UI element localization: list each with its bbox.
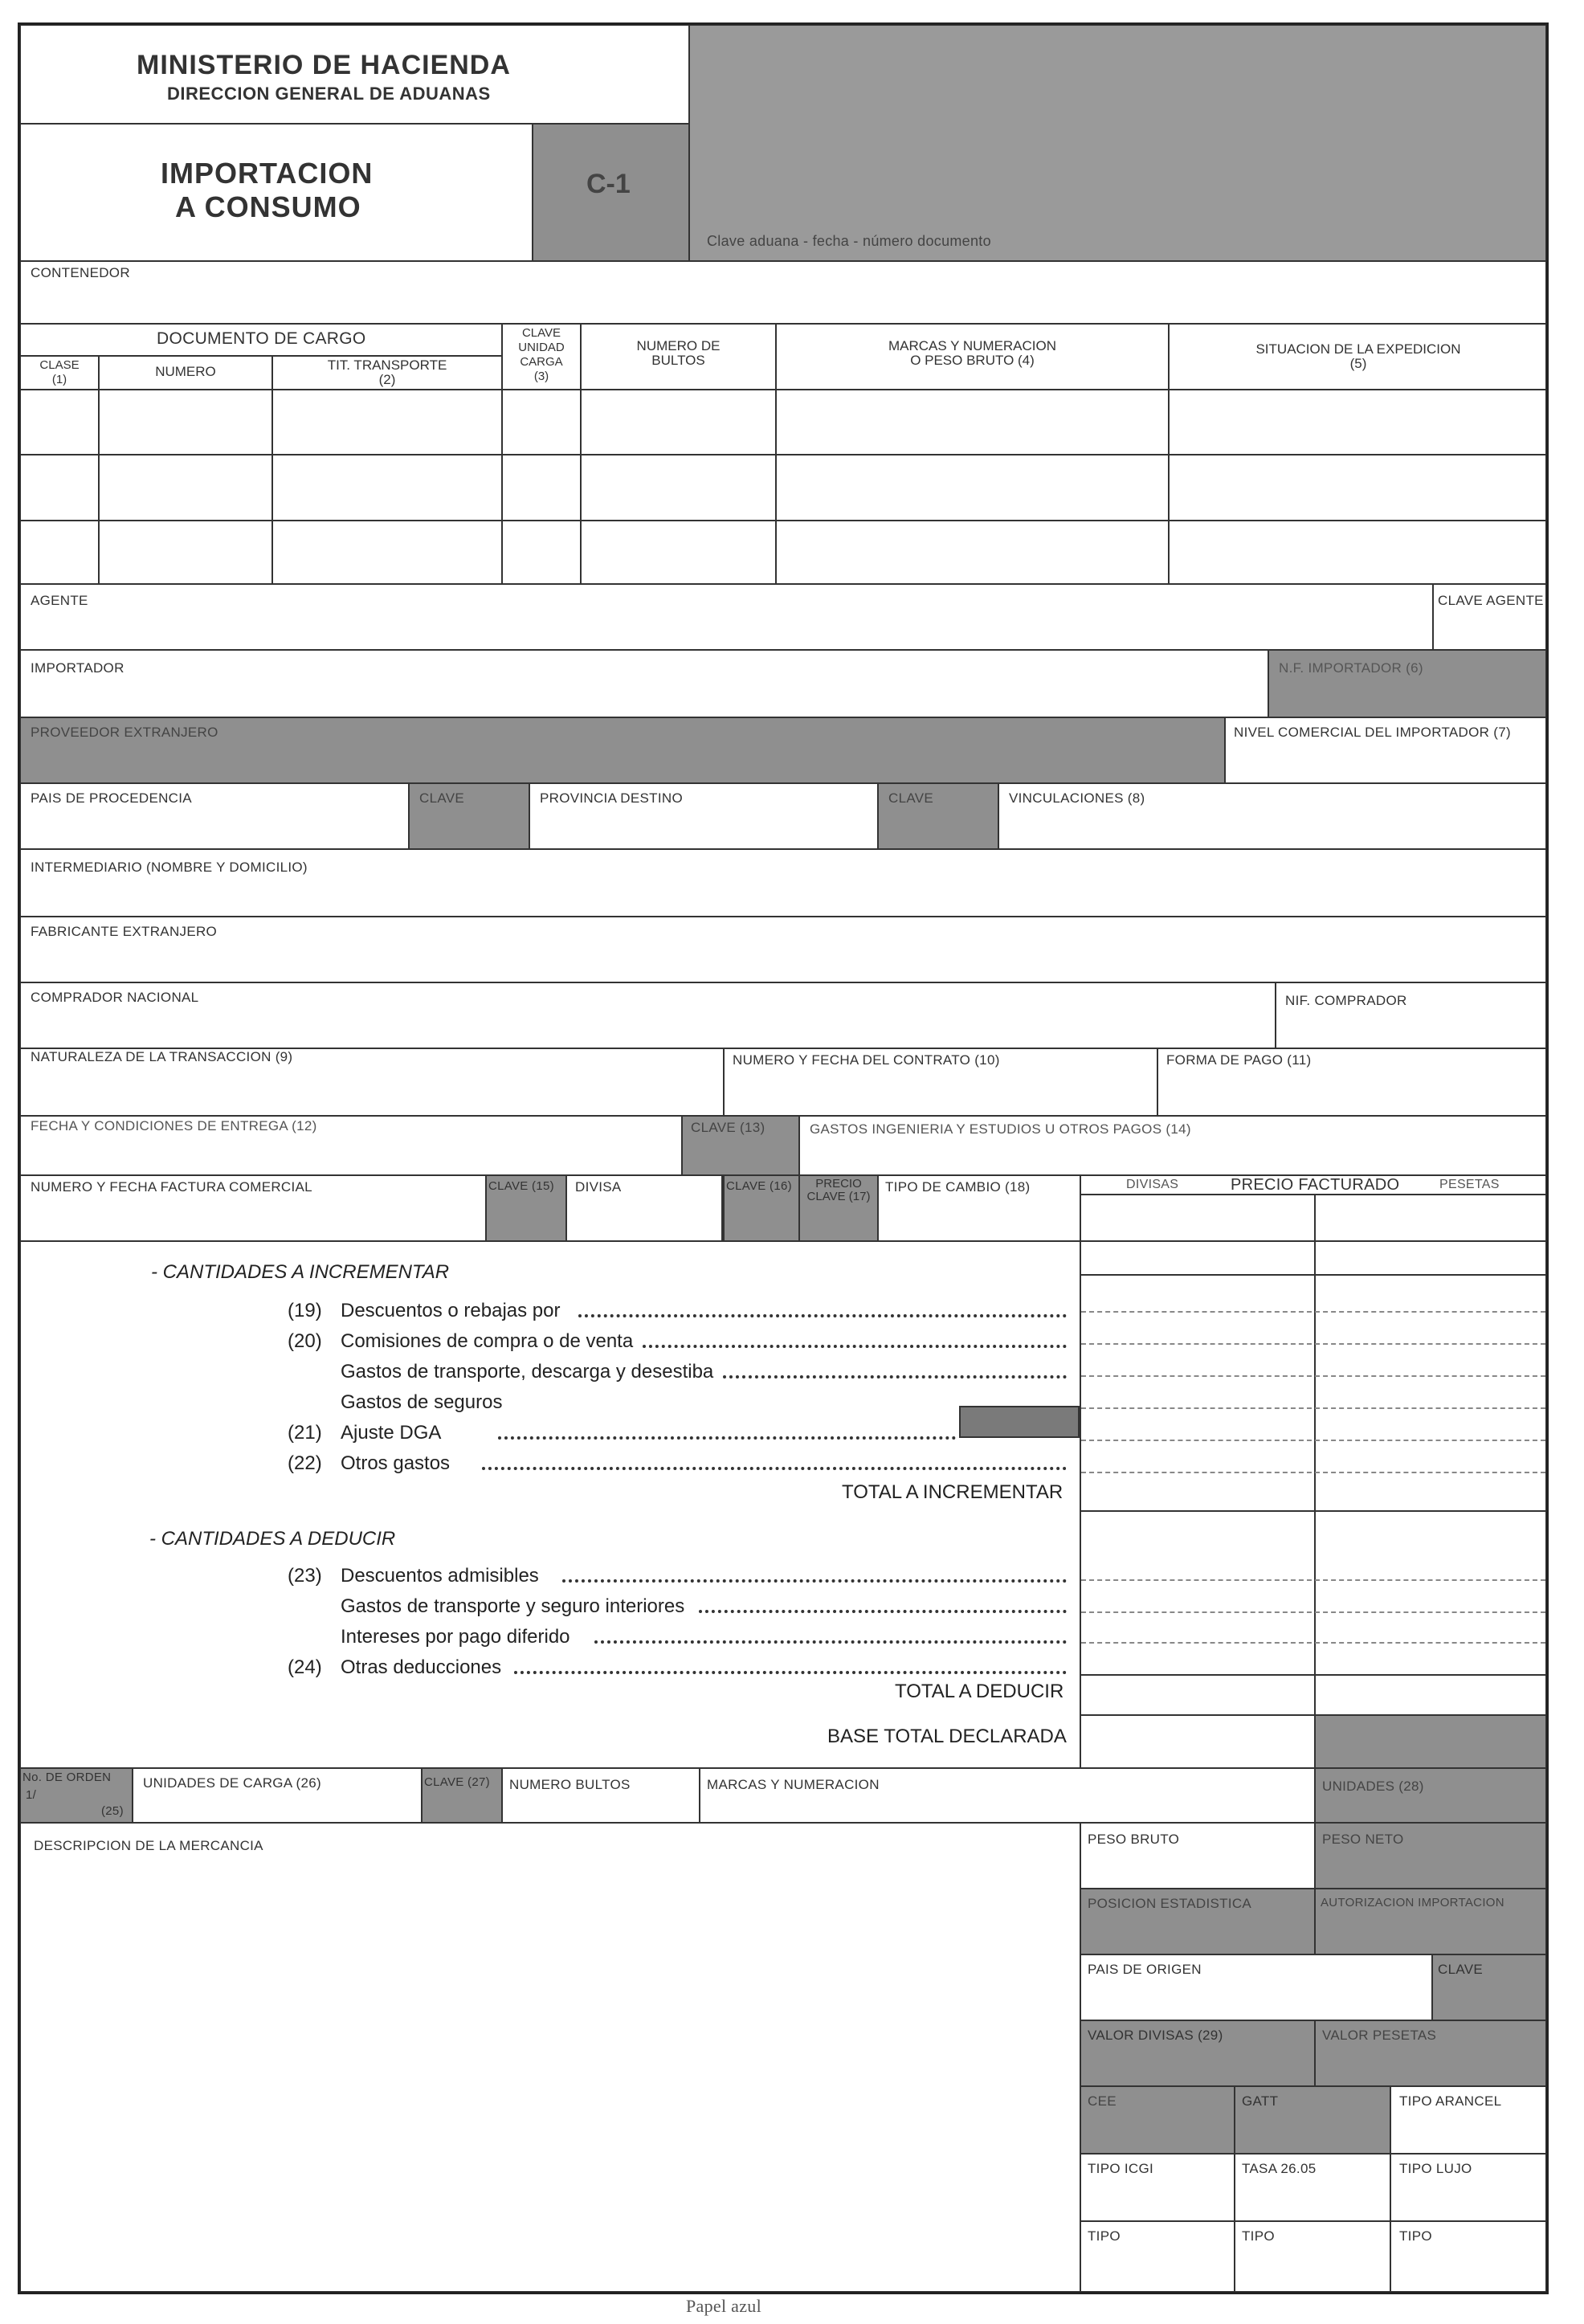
clave-agente-label: CLAVE AGENTE xyxy=(1438,593,1544,608)
form-title-line1: IMPORTACION xyxy=(161,157,374,190)
fecha-condiciones-label: FECHA Y CONDICIONES DE ENTREGA (12) xyxy=(31,1118,317,1133)
importador-label: IMPORTADOR xyxy=(31,660,125,676)
tipo-icgi-label: TIPO ICGI xyxy=(1088,2161,1154,2176)
clave-16-label: CLAVE (16) xyxy=(726,1179,792,1193)
agente-label: AGENTE xyxy=(31,593,88,608)
comprador-label: COMPRADOR NACIONAL xyxy=(31,990,199,1005)
deducir-heading: - CANTIDADES A DEDUCIR xyxy=(149,1528,396,1550)
posicion-estadistica-label: POSICION ESTADISTICA xyxy=(1088,1896,1252,1911)
numero-bultos-label: NUMERO BULTOS xyxy=(509,1777,631,1792)
autorizacion-label: AUTORIZACION IMPORTACION xyxy=(1321,1896,1504,1909)
form-code: C-1 xyxy=(586,169,631,199)
tipo-label-3: TIPO xyxy=(1399,2228,1432,2244)
gastos-ingenieria-label: GASTOS INGENIERIA Y ESTUDIOS U OTROS PAGOS (14) xyxy=(810,1121,1191,1137)
peso-bruto-label: PESO BRUTO xyxy=(1088,1832,1180,1847)
numero-bultos-header: NUMERO DE BULTOS xyxy=(636,338,721,368)
fabricante-label: FABRICANTE EXTRANJERO xyxy=(31,924,218,939)
contrato-label: NUMERO Y FECHA DEL CONTRATO (10) xyxy=(733,1052,1000,1068)
ded-label-intereses: Intereses por pago diferido xyxy=(341,1626,570,1648)
precio-clave-label: PRECIO CLAVE (17) xyxy=(806,1177,871,1203)
marcas-header: MARCAS Y NUMERACION O PESO BRUTO (4) xyxy=(888,338,1057,368)
paper-note: Papel azul xyxy=(686,2296,762,2316)
tipo-cambio-label: TIPO DE CAMBIO (18) xyxy=(885,1179,1031,1195)
numero-factura-label: NUMERO Y FECHA FACTURA COMERCIAL xyxy=(31,1179,312,1195)
descripcion-label: DESCRIPCION DE LA MERCANCIA xyxy=(34,1838,263,1853)
ded-num-23: (23) xyxy=(288,1565,322,1587)
gatt-label: GATT xyxy=(1242,2093,1279,2109)
inc-num-21: (21) xyxy=(288,1422,322,1444)
directorate-name: DIRECCION GENERAL DE ADUANAS xyxy=(167,84,491,104)
cee-label: CEE xyxy=(1088,2093,1117,2109)
base-total-declarada: BASE TOTAL DECLARADA xyxy=(827,1726,1067,1747)
nif-comprador-label: NIF. COMPRADOR xyxy=(1285,993,1407,1008)
orden-num: (25) xyxy=(101,1804,124,1818)
contenedor-label: CONTENEDOR xyxy=(31,265,130,280)
total-incrementar: TOTAL A INCREMENTAR xyxy=(842,1481,1063,1503)
tipo-label-2: TIPO xyxy=(1242,2228,1275,2244)
marcas-numeracion-label: MARCAS Y NUMERACION xyxy=(707,1777,880,1792)
total-deducir: TOTAL A DEDUCIR xyxy=(895,1681,1064,1702)
nif-importador-label: N.F. IMPORTADOR (6) xyxy=(1279,660,1423,676)
pais-origen-label: PAIS DE ORIGEN xyxy=(1088,1962,1202,1977)
ministry-name: MINISTERIO DE HACIENDA xyxy=(137,50,511,80)
orden-value: 1/ xyxy=(26,1788,37,1802)
pais-origen-clave-label: CLAVE xyxy=(1438,1962,1483,1977)
tasa-label: TASA 26.05 xyxy=(1242,2161,1317,2176)
ded-label-23: Descuentos admisibles xyxy=(341,1565,539,1587)
clave-27-label: CLAVE (27) xyxy=(424,1775,490,1789)
form-frame xyxy=(18,22,1549,2294)
provincia-destino-label: PROVINCIA DESTINO xyxy=(540,790,683,806)
unidades-28-label: UNIDADES (28) xyxy=(1322,1779,1424,1794)
clase-header: CLASE (1) xyxy=(39,358,80,386)
clave-unidad-carga-header: CLAVE UNIDAD CARGA (3) xyxy=(518,326,565,383)
form-title-line2: A CONSUMO xyxy=(175,190,361,223)
divisa-label: DIVISA xyxy=(575,1179,622,1195)
naturaleza-label: NATURALEZA DE LA TRANSACCION (9) xyxy=(31,1049,293,1064)
ded-label-24: Otras deducciones xyxy=(341,1656,502,1678)
incrementar-heading: - CANTIDADES A INCREMENTAR xyxy=(151,1261,450,1283)
peso-neto-label: PESO NETO xyxy=(1322,1832,1404,1847)
clave-15-label: CLAVE (15) xyxy=(488,1179,554,1193)
inc-label-21: Ajuste DGA xyxy=(341,1422,442,1444)
forma-pago-label: FORMA DE PAGO (11) xyxy=(1166,1052,1312,1068)
provincia-clave-label: CLAVE xyxy=(888,790,933,806)
proveedor-label: PROVEEDOR EXTRANJERO xyxy=(31,725,218,740)
situacion-header: SITUACION DE LA EXPEDICION (5) xyxy=(1255,341,1461,371)
documento-cargo-header: DOCUMENTO DE CARGO xyxy=(157,329,366,348)
tit-transporte-header: TIT. TRANSPORTE (2) xyxy=(327,357,447,387)
inc-num-19: (19) xyxy=(288,1300,322,1321)
inc-num-22: (22) xyxy=(288,1452,322,1474)
valor-pesetas-label: VALOR PESETAS xyxy=(1322,2028,1437,2043)
inc-label-20: Comisiones de compra o de venta xyxy=(341,1330,634,1352)
inc-num-20: (20) xyxy=(288,1330,322,1352)
stamp-label: Clave aduana - fecha - número documento xyxy=(707,233,991,249)
pais-procedencia-label: PAIS DE PROCEDENCIA xyxy=(31,790,192,806)
nivel-comercial-label: NIVEL COMERCIAL DEL IMPORTADOR (7) xyxy=(1234,725,1511,740)
numero-header: NUMERO xyxy=(155,364,216,379)
ded-label-transporte: Gastos de transporte y seguro interiores xyxy=(341,1595,685,1617)
valor-divisas-label: VALOR DIVISAS (29) xyxy=(1088,2028,1223,2043)
ded-num-24: (24) xyxy=(288,1656,322,1678)
divisas-col-label: DIVISAS xyxy=(1126,1178,1179,1191)
vinculaciones-label: VINCULACIONES (8) xyxy=(1009,790,1145,806)
intermediario-label: INTERMEDIARIO (NOMBRE Y DOMICILIO) xyxy=(31,860,308,875)
clave-13-label: CLAVE (13) xyxy=(691,1120,765,1135)
inc-label-22: Otros gastos xyxy=(341,1452,451,1474)
inc-label-19: Descuentos o rebajas por xyxy=(341,1300,561,1321)
inc-label-seguros: Gastos de seguros xyxy=(341,1391,503,1413)
tipo-label-1: TIPO xyxy=(1088,2228,1121,2244)
tipo-arancel-label: TIPO ARANCEL xyxy=(1399,2093,1502,2109)
tipo-lujo-label: TIPO LUJO xyxy=(1399,2161,1472,2176)
unidades-carga-label: UNIDADES DE CARGA (26) xyxy=(143,1775,321,1791)
orden-label: No. DE ORDEN xyxy=(22,1771,112,1784)
inc-label-transporte: Gastos de transporte, descarga y desestiba xyxy=(341,1361,714,1383)
pesetas-col-label: PESETAS xyxy=(1439,1178,1500,1191)
pais-clave-label: CLAVE xyxy=(419,790,464,806)
precio-facturado-label: PRECIO FACTURADO xyxy=(1231,1176,1400,1194)
